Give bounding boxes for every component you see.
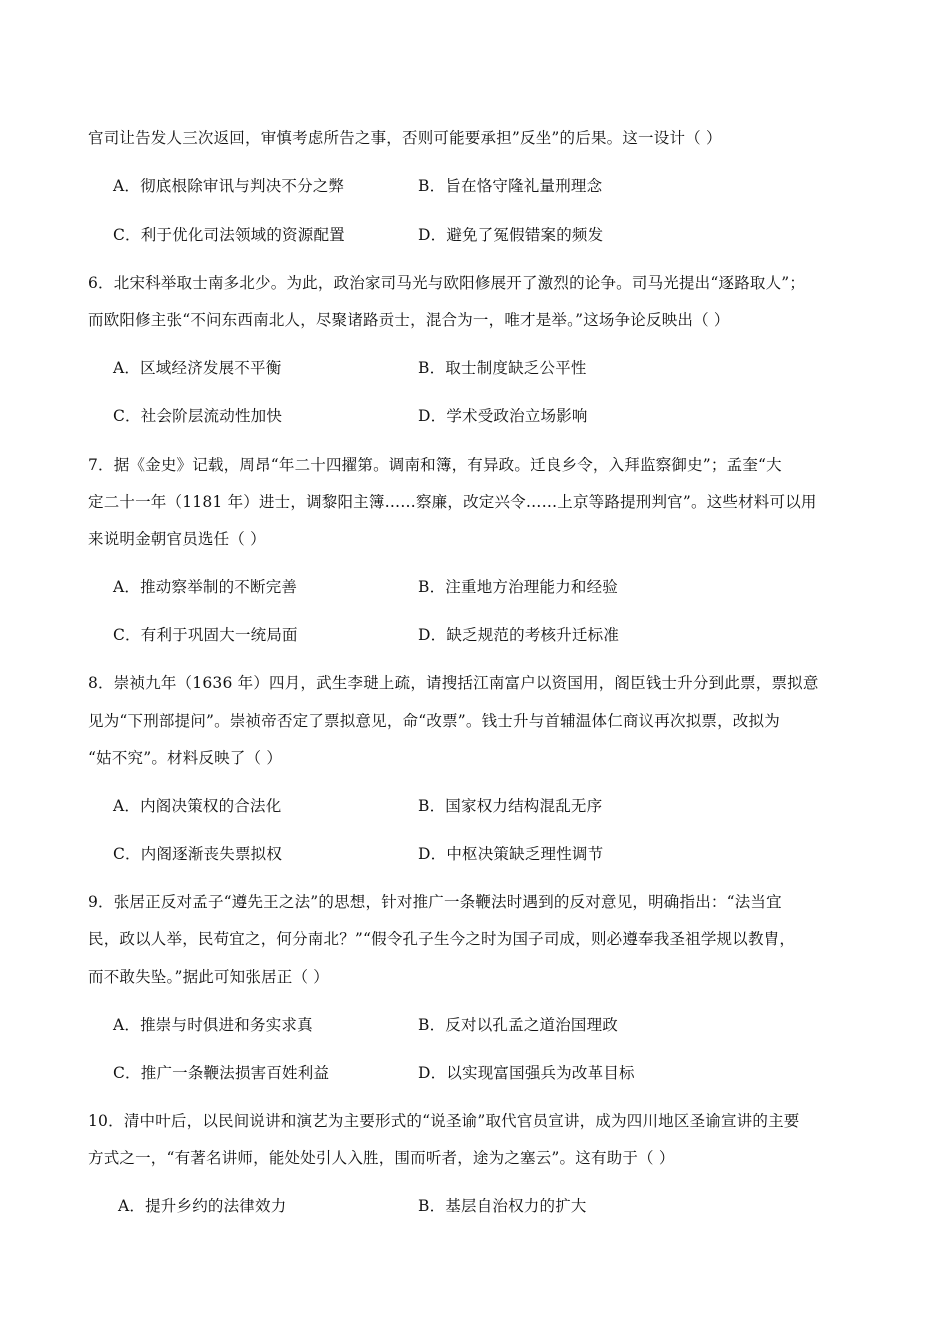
q9-stem-line-2: 民，政以人举，民苟宜之，何分南北？”“假令孔子生今之时为国子司成，则必遵奉我圣祖学规以教胄， — [88, 930, 796, 948]
q9-option-d[interactable]: D．以实现富国强兵为改革目标 — [418, 1064, 635, 1082]
q8-stem-line-3: “姑不究”。材料反映了（ ） — [88, 749, 283, 767]
q8-stem-line-2: 见为“下刑部提问”。崇祯帝否定了票拟意见，命“改票”。钱士升与首辅温体仁商议再次拟票，改拟为 — [88, 712, 780, 730]
q7-stem-line-3: 来说明金朝官员选任（ ） — [88, 530, 266, 548]
q8-option-d[interactable]: D．中枢决策缺乏理性调节 — [418, 845, 604, 863]
q6-option-d[interactable]: D．学术受政治立场影响 — [418, 407, 588, 425]
q9-option-c[interactable]: C．推广一条鞭法损害百姓利益 — [113, 1064, 330, 1082]
q7-option-d[interactable]: D．缺乏规范的考核升迁标准 — [418, 626, 620, 644]
q9-stem-line-3: 而不敢失坠。”据此可知张居正（ ） — [88, 968, 330, 986]
q10-stem-line-2: 方式之一，“有著名讲师，能处处引人入胜，围而听者，途为之塞云”。这有助于（ ） — [88, 1149, 675, 1167]
q7-stem-line-1: 7．据《金史》记载，周昂“年二十四擢第。调南和簿，有异政。迁良乡令，入拜监察御史”；孟奎“大 — [88, 456, 782, 474]
q6-option-a[interactable]: A．区域经济发展不平衡 — [113, 359, 282, 377]
q9-stem-line-1: 9．张居正反对孟子“遵先王之法”的思想，针对推广一条鞭法时遇到的反对意见，明确指出：“法当宜 — [88, 893, 782, 911]
q10-stem-line-1: 10．清中叶后，以民间说讲和演艺为主要形式的“说圣谕”取代官员宣讲，成为四川地区圣谕宣讲的主要 — [88, 1112, 800, 1130]
q7-option-c[interactable]: C．有利于巩固大一统局面 — [113, 626, 298, 644]
q10-option-b[interactable]: B．基层自治权力的扩大 — [418, 1197, 587, 1215]
q5-option-d[interactable]: D．避免了冤假错案的频发 — [418, 226, 604, 244]
q5-option-a[interactable]: A．彻底根除审讯与判决不分之弊 — [113, 177, 345, 195]
q5-option-c[interactable]: C．利于优化司法领域的资源配置 — [113, 226, 345, 244]
q6-stem-line-2: 而欧阳修主张“不问东西南北人，尽聚诸路贡士，混合为一，唯才是举。”这场争论反映出（ ） — [88, 311, 730, 329]
q7-option-a[interactable]: A．推动察举制的不断完善 — [113, 578, 298, 596]
q6-option-b[interactable]: B．取士制度缺乏公平性 — [418, 359, 587, 377]
q8-option-b[interactable]: B．国家权力结构混乱无序 — [418, 797, 603, 815]
q6-stem-line-1: 6．北宋科举取士南多北少。为此，政治家司马光与欧阳修展开了激烈的论争。司马光提出“逐路取人”； — [88, 274, 806, 292]
q6-option-c[interactable]: C．社会阶层流动性加快 — [113, 407, 283, 425]
q7-option-b[interactable]: B．注重地方治理能力和经验 — [418, 578, 618, 596]
q9-option-b[interactable]: B．反对以孔孟之道治国理政 — [418, 1016, 618, 1034]
q10-option-a[interactable]: A．提升乡约的法律效力 — [118, 1197, 287, 1215]
q7-stem-line-2: 定二十一年（1181 年）进士，调黎阳主簿……察廉，改定兴令……上京等路提刑判官”。这些材料可以用 — [88, 493, 817, 511]
q5-option-b[interactable]: B．旨在恪守隆礼量刑理念 — [418, 177, 603, 195]
q8-option-c[interactable]: C．内阁逐渐丧失票拟权 — [113, 845, 283, 863]
q8-stem-line-1: 8．崇祯九年（1636 年）四月，武生李琎上疏，请搜括江南富户以资国用，阁臣钱士升分到此票，票拟意 — [88, 674, 819, 692]
q9-option-a[interactable]: A．推崇与时俱进和务实求真 — [113, 1016, 313, 1034]
q5-stem-line: 官司让告发人三次返回，审慎考虑所告之事，否则可能要承担”反坐”的后果。这一设计（ ） — [88, 129, 722, 147]
q8-option-a[interactable]: A．内阁决策权的合法化 — [113, 797, 282, 815]
